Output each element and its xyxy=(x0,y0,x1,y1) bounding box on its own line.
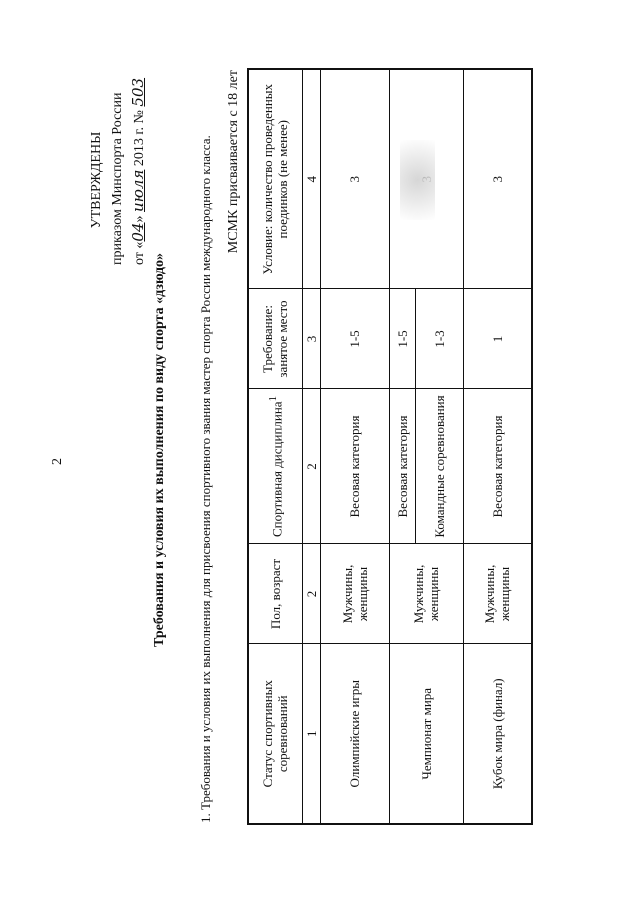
table-header-row xyxy=(248,69,302,824)
approval-from: от « xyxy=(132,241,147,265)
cell-sex-age: Мужчины, женщины xyxy=(463,544,532,644)
approval-line1: УТВЕРЖДЕНЫ xyxy=(89,131,104,229)
header-discipline xyxy=(248,389,302,544)
number-cell: 3 xyxy=(302,289,320,389)
table-row xyxy=(463,69,532,824)
header-sex-age: Пол, возраст xyxy=(248,544,302,644)
approval-line3 xyxy=(128,77,150,265)
cell-sex-age: Мужчины, женщины xyxy=(389,544,463,644)
cell-status: Олимпийские игры xyxy=(320,644,389,824)
approval-day: 04 xyxy=(129,222,147,242)
number-cell: 1 xyxy=(302,644,320,824)
approval-line2: приказом Минспорта России xyxy=(110,92,125,265)
approval-year: 2013 г. № xyxy=(132,110,147,167)
cell-place: 1 xyxy=(463,289,532,389)
cell-condition: 3 xyxy=(320,69,389,289)
page-number: 2 xyxy=(50,458,65,465)
header-place: Требование: занятое место xyxy=(248,289,302,389)
cell-sex-age: Мужчины, женщины xyxy=(320,544,389,644)
cell-place: 1-5 xyxy=(320,289,389,389)
cell-discipline: Командные соревнования xyxy=(415,389,463,544)
cell-condition: 3 xyxy=(463,69,532,289)
approval-quote-close: » xyxy=(132,215,147,223)
requirements-table xyxy=(247,68,533,825)
cell-discipline: Весовая категория xyxy=(320,389,389,544)
cell-status: Кубок мира (финал) xyxy=(463,644,532,824)
header-discipline-footnote: 1 xyxy=(267,396,280,402)
scan-smudge xyxy=(400,140,435,220)
header-status: Статус спортивных соревнований xyxy=(248,644,302,824)
header-discipline-text: Спортивная дисциплина xyxy=(269,401,285,537)
cell-status: Чемпионат мира xyxy=(389,644,463,824)
approval-month: июля xyxy=(129,169,147,212)
table-number-row xyxy=(302,69,320,824)
approval-block xyxy=(86,77,150,265)
cell-place: 1-3 xyxy=(415,289,463,389)
cell-discipline: Весовая категория xyxy=(389,389,415,544)
document-title: Требования и условия их выполнения по виду спорта «дзюдо» xyxy=(152,253,167,647)
cell-discipline: Весовая категория xyxy=(463,389,532,544)
number-cell: 4 xyxy=(302,69,320,289)
age-note: МСМК присваивается с 18 лет xyxy=(226,70,241,254)
number-cell: 2 xyxy=(302,544,320,644)
section-intro: 1. Требования и условия их выполнения для присвоения спортивного звания мастер спорта России международного класса. xyxy=(198,135,213,823)
header-condition: Условие: количество проведенных поединков (не менее) xyxy=(248,69,302,289)
table-row xyxy=(320,69,389,824)
number-cell: 2 xyxy=(302,389,320,544)
cell-place: 1-5 xyxy=(389,289,415,389)
approval-number: 503 xyxy=(129,77,147,107)
